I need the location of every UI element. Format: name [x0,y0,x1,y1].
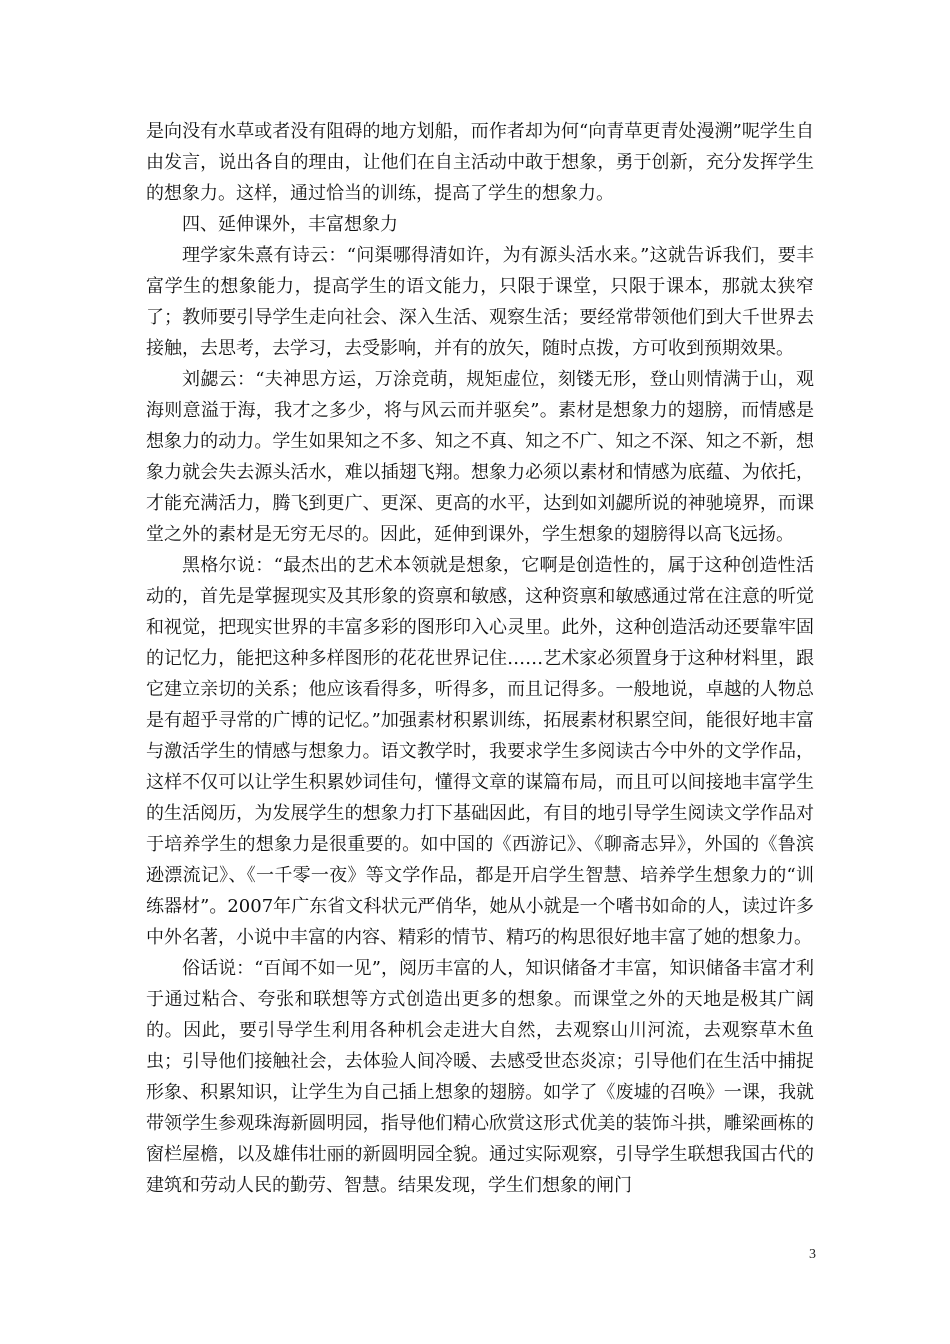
paragraph-liuxie-quote: 刘勰云：“夫神思方运，万涂竞萌，规矩虚位，刻镂无形，登山则情满于山，观海则意溢于海，我才之多少，将与风云而并驱矣”。素材是想象力的翅膀，而情感是想象力的动力。学生如果知之不多、知之不真、知之不广、知之不深、知之不新，想象力就会失去源头活水，难以插翅飞翔。想象力必须以素材和情感为底蕴、为依托，才能充满活力，腾飞到更广、更深、更高的水平，达到如刘勰所说的神驰境界，而课堂之外的素材是无穷无尽的。因此，延伸到课外，学生想象的翅膀得以高飞远扬。 [146,369,814,545]
paragraph-zhuxi-quote: 理学家朱熹有诗云：“问渠哪得清如许，为有源头活水来。”这就告诉我们，要丰富学生的想象能力，提高学生的语文能力，只限于课堂，只限于课本，那就太狭窄了；教师要引导学生走向社会、深入生活、观察生活；要经常带领他们到大千世界去接触，去思考，去学习，去受影响，并有的放矢，随时点拨，方可收到预期效果。 [146,245,814,359]
document-body [146,116,814,1201]
paragraph-continuation: 是向没有水草或者没有阻碍的地方划船，而作者却为何“向青草更青处漫溯”呢学生自由发言，说出各自的理由，让他们在自主活动中敢于想象，勇于创新，充分发挥学生的想象力。这样，通过恰当的训练，提高了学生的想象力。 [146,121,814,204]
paragraph-hegel-quote: 黑格尔说：“最杰出的艺术本领就是想象，它啊是创造性的，属于这种创造性活动的，首先是掌握现实及其形象的资禀和敏感，这种资禀和敏感通过常在注意的听觉和视觉，把现实世界的丰富多彩的图形印入心灵里。此外，这种创造活动还要靠牢固的记忆力，能把这种多样图形的花花世界记住……艺术家必须置身于这种材料里，跟它建立亲切的关系；他应该看得多，听得多，而且记得多。一般地说，卓越的人物总是有超乎寻常的广博的记忆。”加强素材积累训练，拓展素材积累空间，能很好地丰富与激活学生的情感与想象力。语文教学时，我要求学生多阅读古今中外的文学作品，这样不仅可以让学生积累妙词佳句，懂得文章的谋篇布局，而且可以间接地丰富学生的生活阅历，为发展学生的想象力打下基础因此，有目的地引导学生阅读文学作品对于培养学生的想象力是很重要的。如中国的《西游记》、《聊斋志异》，外国的《鲁滨逊漂流记》、《一千零一夜》等文学作品，都是开启学生智慧、培养学生想象力的“训练器材”。2007年广东省文科状元严俏华，她从小就是一个嗜书如命的人，读过许多中外名著，小说中丰富的内容、精彩的情节、精巧的构思很好地丰富了她的想象力。 [146,555,814,948]
page-number: 3 [809,1247,816,1262]
section-heading: 四、延伸课外，丰富想象力 [182,214,398,235]
paragraph-proverb: 俗话说：“百闻不如一见”，阅历丰富的人，知识储备才丰富，知识储备丰富才利于通过粘合、夸张和联想等方式创造出更多的想象。而课堂之外的天地是极其广阔的。因此，要引导学生利用各种机会走进大自然，去观察山川河流，去观察草木鱼虫；引导他们接触社会，去体验人间冷暖、去感受世态炎凉；引导他们在生活中捕捉形象、积累知识，让学生为自己插上想象的翅膀。如学了《废墟的召唤》一课，我就带领学生参观珠海新圆明园，指导他们精心欣赏这形式优美的装饰斗拱，雕梁画栋的窗栏屋檐，以及雄伟壮丽的新圆明园全貌。通过实际观察，引导学生联想我国古代的建筑和劳动人民的勤劳、智慧。结果发现，学生们想象的闸门 [146,958,814,1196]
